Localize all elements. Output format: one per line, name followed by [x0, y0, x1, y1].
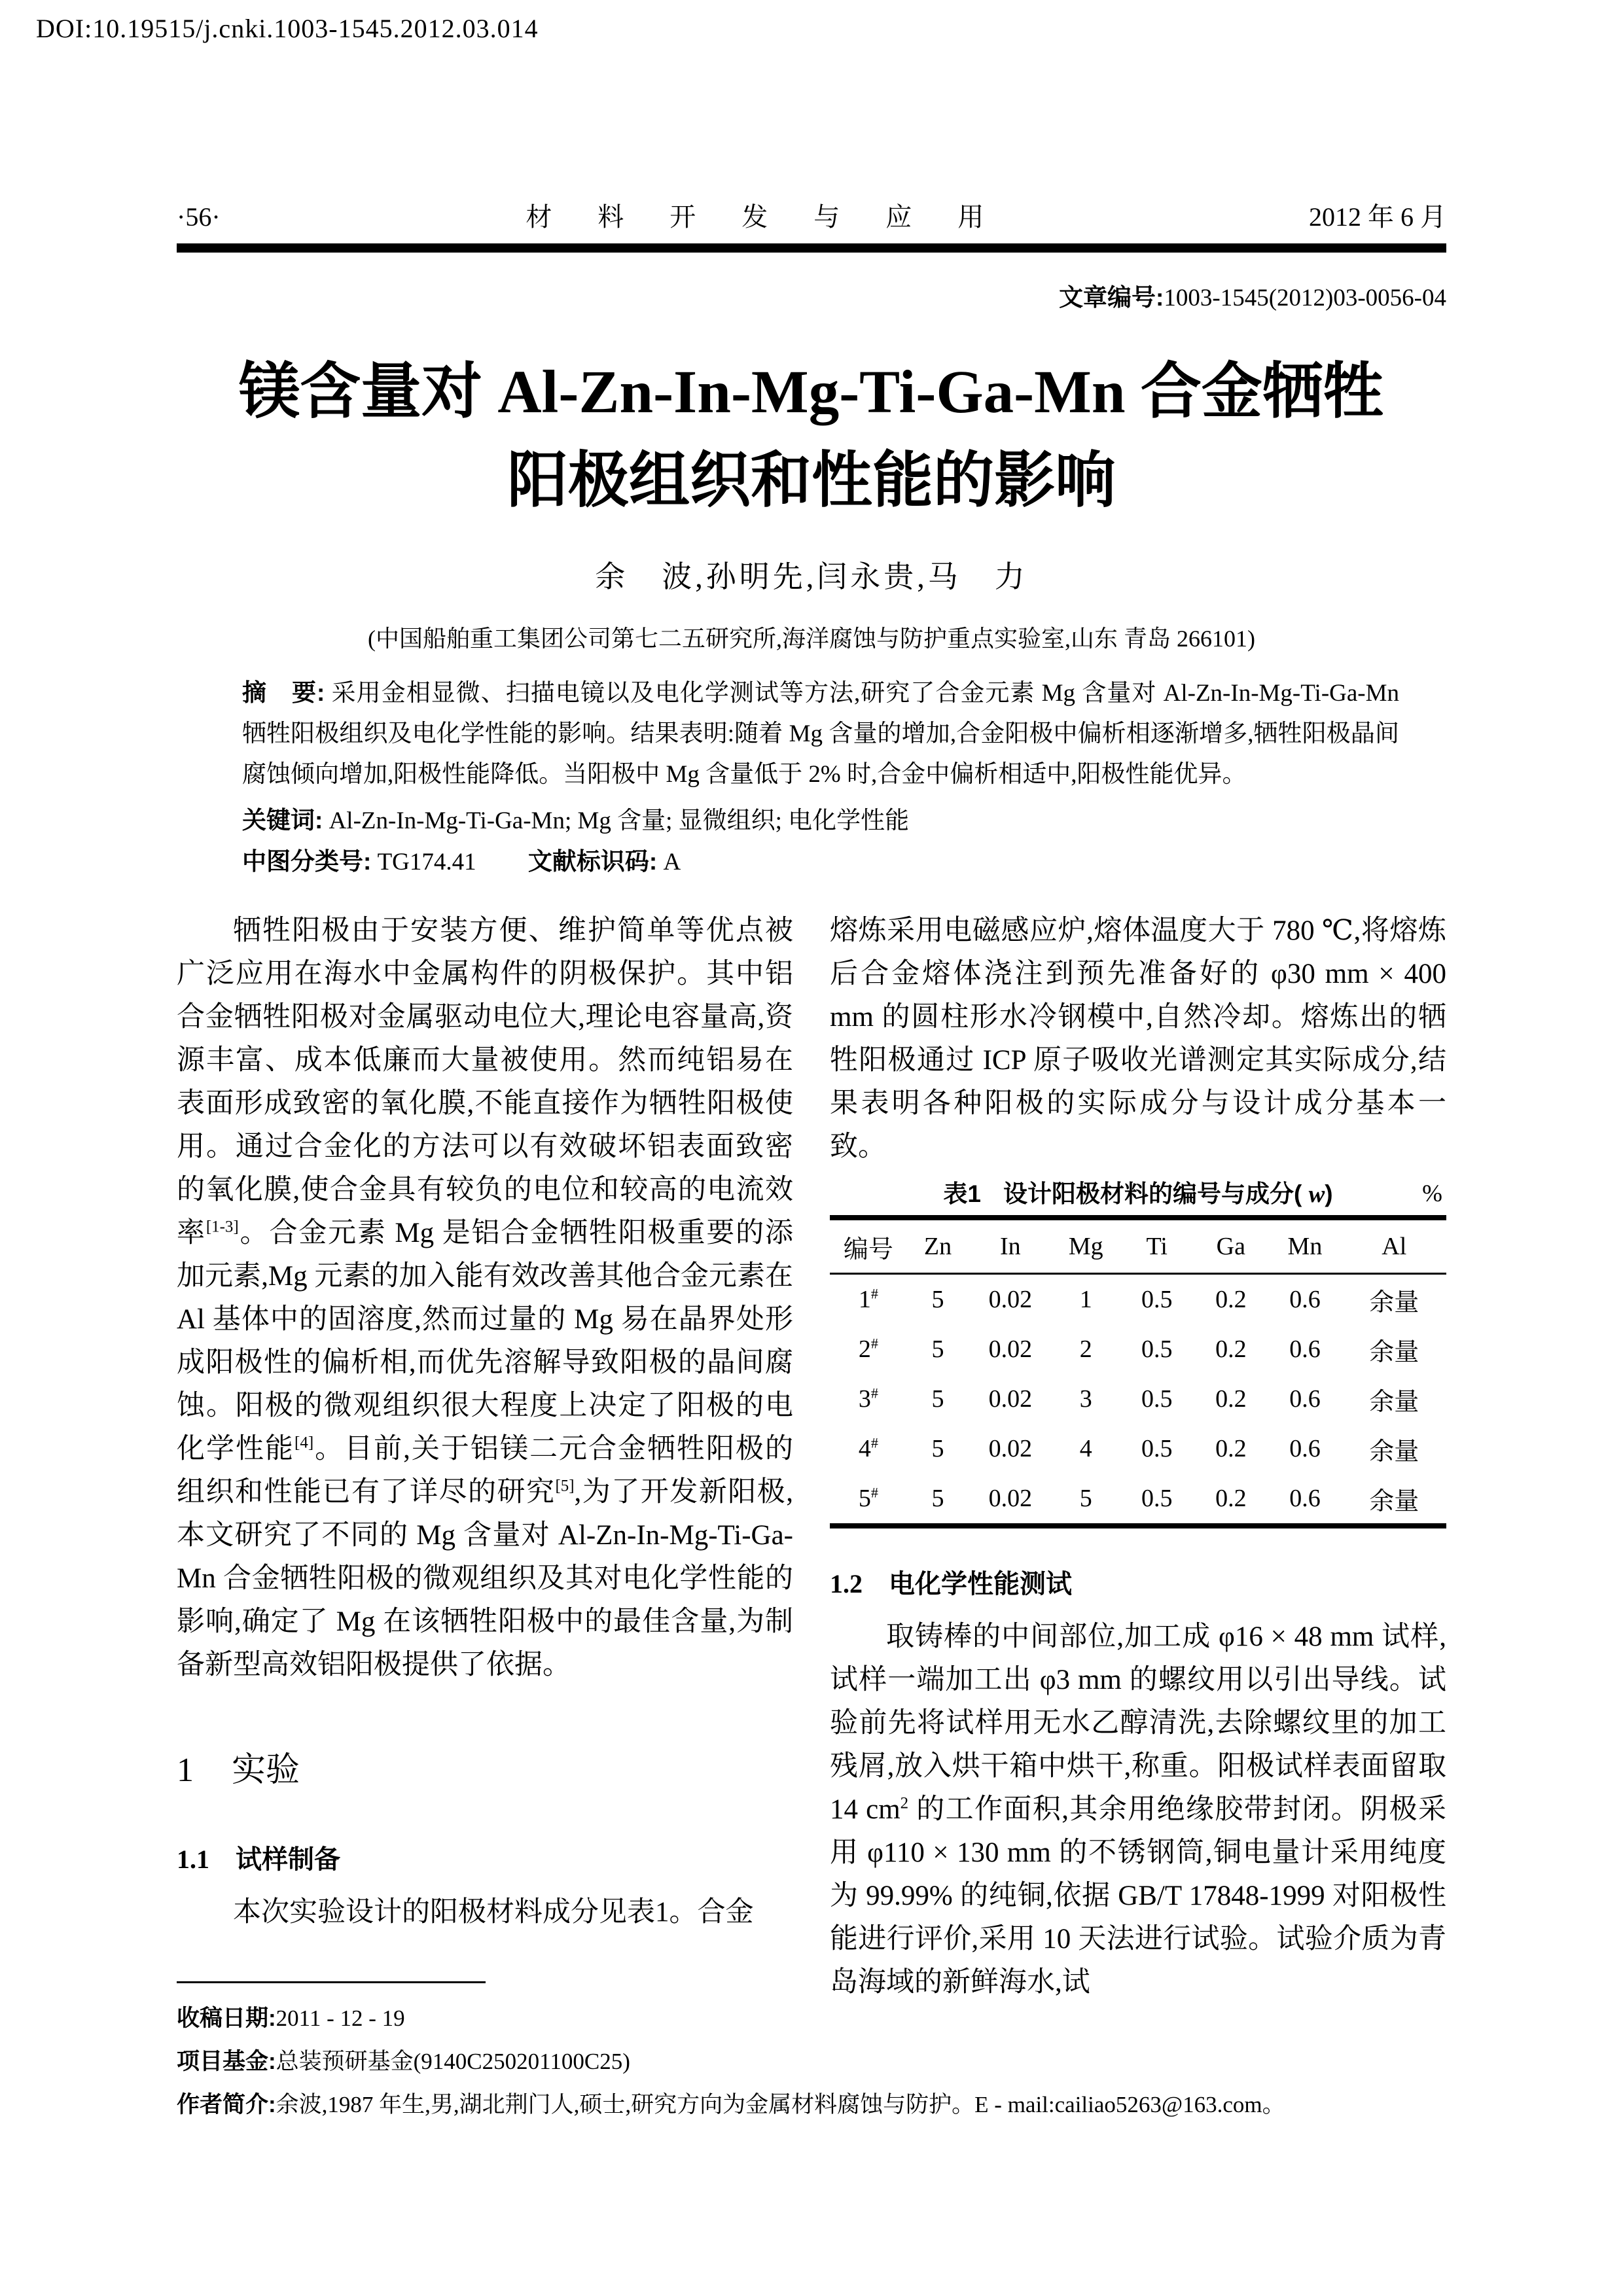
clc-value: TG174.41	[377, 849, 476, 875]
cell-in: 0.02	[988, 1435, 1033, 1462]
page-header	[177, 196, 1446, 234]
table-1-caption-open-paren: (	[1293, 1180, 1309, 1207]
fund-label: 项目基金:	[177, 2049, 276, 2074]
doc-code-value: A	[663, 849, 681, 875]
abstract-text: 采用金相显微、扫描电镜以及电化学测试等方法,研究了合金元素 Mg 含量对 Al-Zn-In-Mg-Ti-Ga-Mn 牺牲阳极组织及电化学性能的影响。结果表明:随着 Mg 含量的增加,合金阳极中偏析相逐渐增多,牺牲阳极晶间腐蚀倾向增加,阳极性能降低。当阳极中 Mg 含量低于 2% 时,合金中偏析相适中,阳极性能优异。	[242, 680, 1399, 788]
table-row	[830, 1218, 1446, 1274]
hash-superscript: #	[870, 1484, 878, 1501]
cell-mg: 5	[1079, 1485, 1092, 1512]
table-1-caption-variable: w	[1308, 1181, 1325, 1208]
section-1-1-title: 试样制备	[236, 1845, 340, 1874]
cell-zn: 5	[931, 1286, 944, 1313]
cell-al: 余量	[1369, 1438, 1419, 1466]
journal-title: 材 料 开 发 与 应 用	[526, 202, 1004, 232]
keywords-line	[242, 800, 1399, 841]
doi-line: DOI:10.19515/j.cnki.1003-1545.2012.03.014	[36, 14, 539, 43]
table-row	[830, 1274, 1446, 1325]
section-1-2-title: 电化学性能测试	[889, 1570, 1072, 1598]
intro-text-3: 。目前,关于铝镁二元合金牺牲阳极的组织和性能已有了详尽的研究	[177, 1434, 794, 1508]
col-header-no: 编号	[830, 1218, 907, 1274]
intro-text-1: 牺牲阳极由于安装方便、维护简单等优点被广泛应用在海水中金属构件的阴极保护。其中铝合金牺牲阳极对金属驱动电位大,理论电容量高,资源丰富、成本低廉而大量被使用。然而纯铝易在表面形成致密的氧化膜,不能直接作为牺牲阳极使用。通过合金化的方法可以有效破坏铝表面致密的氧化膜,使合金具有较负的电位和较高的电流效率	[177, 915, 793, 1248]
anode-id: 5#	[858, 1484, 878, 1512]
cell-in: 0.02	[988, 1485, 1033, 1512]
section-1-2-number: 1.2	[830, 1569, 863, 1598]
table-1-caption-close-paren: )	[1325, 1180, 1333, 1207]
squared-superscript: 2	[900, 1794, 909, 1812]
intro-text-4: ,为了开发新阳极,本文研究了不同的 Mg 含量对 Al-Zn-In-Mg-Ti-Ga-Mn 合金牺牲阳极的微观组织及其对电化学性能的影响,确定了 Mg 在该牺牲阳极中的最佳含量,为制备新型高效铝阳极提供了依据。	[177, 1477, 794, 1680]
table-row	[830, 1424, 1446, 1474]
melting-paragraph: 熔炼采用电磁感应炉,熔体温度大于 780 ℃,将熔炼后合金熔体浇注到预先准备好的 φ30 mm × 400 mm 的圆柱形水冷钢模中,自然冷却。熔炼出的牺牲阳极通过 ICP 原子吸收光谱测定其实际成分,结果表明各种阳极的实际成分与设计成分基本一致。	[830, 915, 1446, 1162]
col-header-mg: Mg	[1052, 1218, 1120, 1274]
table-row	[830, 1324, 1446, 1374]
author-bio-value: 余波,1987 年生,男,湖北荆门人,硕士,研究方向为金属材料腐蚀与防护。E - mail:cailiao5263@163.com。	[276, 2092, 1285, 2117]
table-1-caption	[830, 1176, 1446, 1212]
author-bio-line	[177, 2083, 1486, 2127]
hash-superscript: #	[870, 1434, 878, 1451]
article-number: 1003-1545(2012)03-0056-04	[1164, 285, 1446, 311]
intro-text-2: 。合金元素 Mg 是铝合金牺牲阳极重要的添加元素,Mg 元素的加入能有效改善其他合金元素在 Al 基体中的固溶度,然而过量的 Mg 易在晶界处形成阳极性的偏析相,而优先溶解导致阳极的晶间腐蚀。阳极的微观组织很大程度上决定了阳极的电化学性能	[177, 1218, 794, 1464]
received-date-label: 收稿日期:	[177, 2005, 276, 2031]
cell-zn: 5	[931, 1435, 944, 1462]
cell-al: 余量	[1369, 1338, 1419, 1366]
anode-id: 2#	[858, 1335, 878, 1363]
authors-line: 余 波,孙明先,闫永贵,马 力	[595, 560, 1028, 593]
cell-al: 余量	[1369, 1487, 1419, 1515]
cell-al: 余量	[1369, 1388, 1419, 1416]
table-row	[830, 1374, 1446, 1424]
classification-line	[242, 841, 1399, 883]
electrochem-paragraph	[830, 1616, 1446, 2004]
cell-in: 0.02	[988, 1385, 1033, 1413]
col-header-ga: Ga	[1194, 1218, 1268, 1274]
page-number: ·56·	[177, 202, 221, 232]
cell-mg: 1	[1079, 1286, 1092, 1313]
cell-mg: 2	[1079, 1335, 1092, 1363]
cell-mg: 3	[1079, 1385, 1092, 1413]
title-line-2: 阳极组织和性能的影响	[507, 448, 1116, 515]
cell-al: 余量	[1369, 1288, 1419, 1316]
footnote-rule	[177, 1981, 486, 1983]
anode-id: 1#	[858, 1285, 878, 1313]
anode-id: 4#	[858, 1434, 878, 1462]
section-1-1-heading	[177, 1845, 793, 1875]
table-1-unit: %	[1422, 1180, 1442, 1207]
cell-ti: 0.5	[1141, 1485, 1173, 1512]
hash-superscript: #	[870, 1335, 878, 1352]
table-1-caption-label: 表1	[943, 1180, 981, 1207]
left-column	[177, 910, 793, 1934]
col-header-in: In	[969, 1218, 1052, 1274]
ref-4: [4]	[294, 1434, 314, 1452]
sample-prep-paragraph: 本次实验设计的阳极材料成分见表1。合金	[233, 1897, 754, 1928]
cell-ga: 0.2	[1215, 1385, 1247, 1413]
fund-line	[177, 2040, 1486, 2083]
section-1-2-heading	[830, 1569, 1446, 1599]
fund-value: 总装预研基金(9140C250201100C25)	[276, 2049, 630, 2074]
cell-mn: 0.6	[1289, 1286, 1321, 1313]
cell-mg: 4	[1079, 1435, 1092, 1462]
hash-superscript: #	[870, 1285, 878, 1302]
table-1-body	[830, 1274, 1446, 1527]
cell-in: 0.02	[988, 1335, 1033, 1363]
keywords-label: 关键词:	[242, 807, 323, 834]
col-header-mn: Mn	[1268, 1218, 1342, 1274]
right-column	[830, 910, 1446, 2004]
col-header-ti: Ti	[1120, 1218, 1194, 1274]
affiliation-line: (中国船舶重工集团公司第七二五研究所,海洋腐蚀与防护重点实验室,山东 青岛 266101)	[368, 626, 1255, 652]
table-row	[830, 1474, 1446, 1526]
section-1-heading	[177, 1752, 793, 1789]
cell-zn: 5	[931, 1485, 944, 1512]
cell-in: 0.02	[988, 1286, 1033, 1313]
article-number-line	[177, 277, 1446, 313]
received-date-line	[177, 1997, 1486, 2040]
col-header-al: Al	[1342, 1218, 1447, 1274]
header-rule	[177, 243, 1446, 253]
cell-ti: 0.5	[1141, 1435, 1173, 1462]
article-number-label: 文章编号:	[1059, 284, 1164, 311]
cell-ga: 0.2	[1215, 1286, 1247, 1313]
abstract-label: 摘 要:	[242, 679, 325, 706]
section-1-1-number: 1.1	[177, 1845, 209, 1874]
table-1	[830, 1215, 1446, 1528]
abstract-paragraph	[242, 673, 1399, 795]
cell-zn: 5	[931, 1335, 944, 1363]
cell-mn: 0.6	[1289, 1385, 1321, 1413]
cell-mn: 0.6	[1289, 1335, 1321, 1363]
author-bio-label: 作者简介:	[177, 2092, 276, 2117]
hash-superscript: #	[870, 1385, 878, 1402]
title-line-1: 镁含量对 Al-Zn-In-Mg-Ti-Ga-Mn 合金牺牲	[239, 359, 1384, 426]
electrochem-text-1: 取铸棒的中间部位,加工成 φ16 × 48 mm 试样,试样一端加工出 φ3 mm 的螺纹用以引出导线。试验前先将试样用无水乙醇清洗,去除螺纹里的加工残屑,放入烘干箱中烘干,称重。阳极试样表面留取 14 cm	[830, 1621, 1446, 1825]
cell-ti: 0.5	[1141, 1385, 1173, 1413]
ref-1-3: [1-3]	[205, 1218, 239, 1236]
cell-ti: 0.5	[1141, 1286, 1173, 1313]
section-1-number: 1	[177, 1752, 194, 1789]
issue-date: 2012 年 6 月	[1308, 202, 1446, 232]
cell-ga: 0.2	[1215, 1435, 1247, 1462]
table-1-header	[830, 1218, 1446, 1274]
col-header-zn: Zn	[907, 1218, 969, 1274]
ref-5: [5]	[555, 1477, 575, 1495]
doc-code-label: 文献标识码:	[527, 848, 658, 875]
cell-ga: 0.2	[1215, 1485, 1247, 1512]
cell-mn: 0.6	[1289, 1435, 1321, 1462]
cell-mn: 0.6	[1289, 1485, 1321, 1512]
table-1-caption-text: 设计阳极材料的编号与成分	[1003, 1180, 1294, 1207]
keywords-text: Al-Zn-In-Mg-Ti-Ga-Mn; Mg 含量; 显微组织; 电化学性能	[329, 807, 910, 834]
cell-zn: 5	[931, 1385, 944, 1413]
front-matter	[242, 673, 1399, 883]
intro-paragraph	[177, 910, 793, 1687]
cell-ti: 0.5	[1141, 1335, 1173, 1363]
footnotes	[177, 1997, 1486, 2127]
section-1-title: 实验	[232, 1752, 300, 1789]
cell-ga: 0.2	[1215, 1335, 1247, 1363]
clc-label: 中图分类号:	[242, 848, 372, 875]
anode-id: 3#	[858, 1385, 878, 1413]
electrochem-text-2: 的工作面积,其余用绝缘胶带封闭。阴极采用 φ110 × 130 mm 的不锈钢筒,铜电量计采用纯度为 99.99% 的纯铜,依据 GB/T 17848-1999 对阳极性能进行评价,采用 10 天法进行试验。试验介质为青岛海域的新鲜海水,试	[830, 1794, 1446, 1998]
received-date-value: 2011 - 12 - 19	[276, 2005, 405, 2031]
article-title	[0, 348, 1623, 526]
